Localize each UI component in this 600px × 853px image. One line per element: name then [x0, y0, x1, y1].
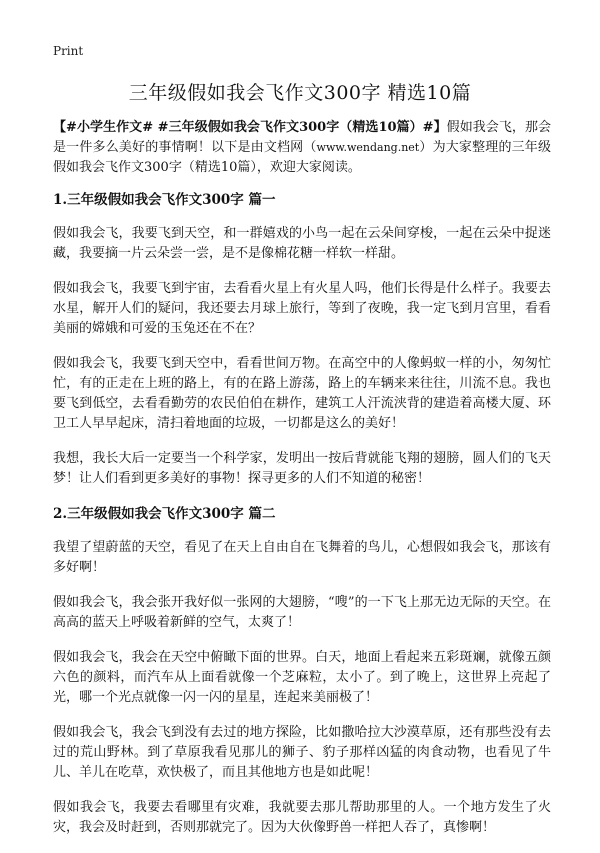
section-2	[53, 504, 551, 838]
paragraph: 假如我会飞，我要飞到天空中，看看世间万物。在高空中的人像蚂蚁一样的小，匆匆忙忙，有的正走在上班的路上，有的在路上游荡，路上的车辆来来往往，川流不息。我也要飞到低空，去看看勤劳的农民伯伯在耕作，建筑工人汗流浃背的建造着高楼大厦、环卫工人早早起床，清扫着地面的垃圾，一切都是这么的美好！	[53, 356, 551, 431]
intro-text-before: 假如我会飞，那会是一件多么美好的事情啊！以下是由文档网（	[53, 120, 551, 155]
paragraph: 我望了望蔚蓝的天空，看见了在天上自由自在飞舞着的鸟儿，心想假如我会飞，那该有多好啊！	[53, 540, 551, 575]
article-body	[53, 118, 551, 853]
print-link[interactable]: Print	[53, 44, 84, 58]
intro-paragraph	[53, 118, 551, 178]
section-heading: 2.三年级假如我会飞作文300字 篇二	[53, 506, 276, 522]
paragraph: 假如我会飞，我要飞到天空，和一群嬉戏的小鸟一起在云朵间穿梭，一起在云朵中捉迷藏，我要摘一片云朵尝一尝，是不是像棉花糖一样软一样甜。	[53, 226, 551, 261]
section-1	[53, 190, 551, 489]
paragraph: 假如我会飞，我会飞到没有去过的地方探险，比如撒哈拉大沙漠草原，还有那些没有去过的荒山野林。到了草原我看见那儿的狮子、豹子那样凶猛的肉食动物，也看见了牛儿、羊儿在吃草，欢快极了，而且其他地方也是如此呢！	[53, 725, 551, 780]
intro-text-after: ）为大家整理的三年级假如我会飞作文300字（精选10篇），欢迎大家阅读。	[53, 140, 551, 175]
paragraph: 假如我会飞，我会张开我好似一张网的大翅膀，“嗖”的一下飞上那无边无际的天空。在高高的蓝天上呼吸着新鲜的空气，太爽了！	[53, 595, 551, 630]
paragraph: 假如我会飞，我会在天空中俯瞰下面的世界。白天，地面上看起来五彩斑斓，就像五颜六色的颜料，而汽车从上面看就像一个芝麻粒，太小了。到了晚上，这世界上亮起了光，哪一个光点就像一闪一闪的星星，连起来美丽极了！	[53, 650, 551, 705]
intro-lead: 【#小学生作文# #三年级假如我会飞作文300字（精选10篇）#】	[53, 120, 447, 135]
page-title: 三年级假如我会飞作文300字 精选10篇	[128, 82, 472, 104]
section-heading: 1.三年级假如我会飞作文300字 篇一	[53, 192, 276, 208]
paragraph: 我想，我长大后一定要当一个科学家，发明出一按后背就能飞翔的翅膀，圆人们的飞天梦！让人们看到更多美好的事物！探寻更多的人们不知道的秘密！	[53, 451, 551, 486]
site-url: www.wendang.net	[316, 141, 420, 154]
paragraph: 假如我会飞，我要去看哪里有灾难，我就要去那儿帮助那里的人。一个地方发生了火灾，我会及时赶到，否则那就完了。因为大伙像野兽一样把人吞了，真惨啊！	[53, 800, 551, 835]
paragraph: 假如我会飞，我要飞到宇宙，去看看火星上有火星人吗，他们长得是什么样子。我要去水星，解开人们的疑问，我还要去月球上旅行，等到了夜晚，我一定飞到月宫里，看看美丽的嫦娥和可爱的玉兔还在不在？	[53, 281, 551, 336]
